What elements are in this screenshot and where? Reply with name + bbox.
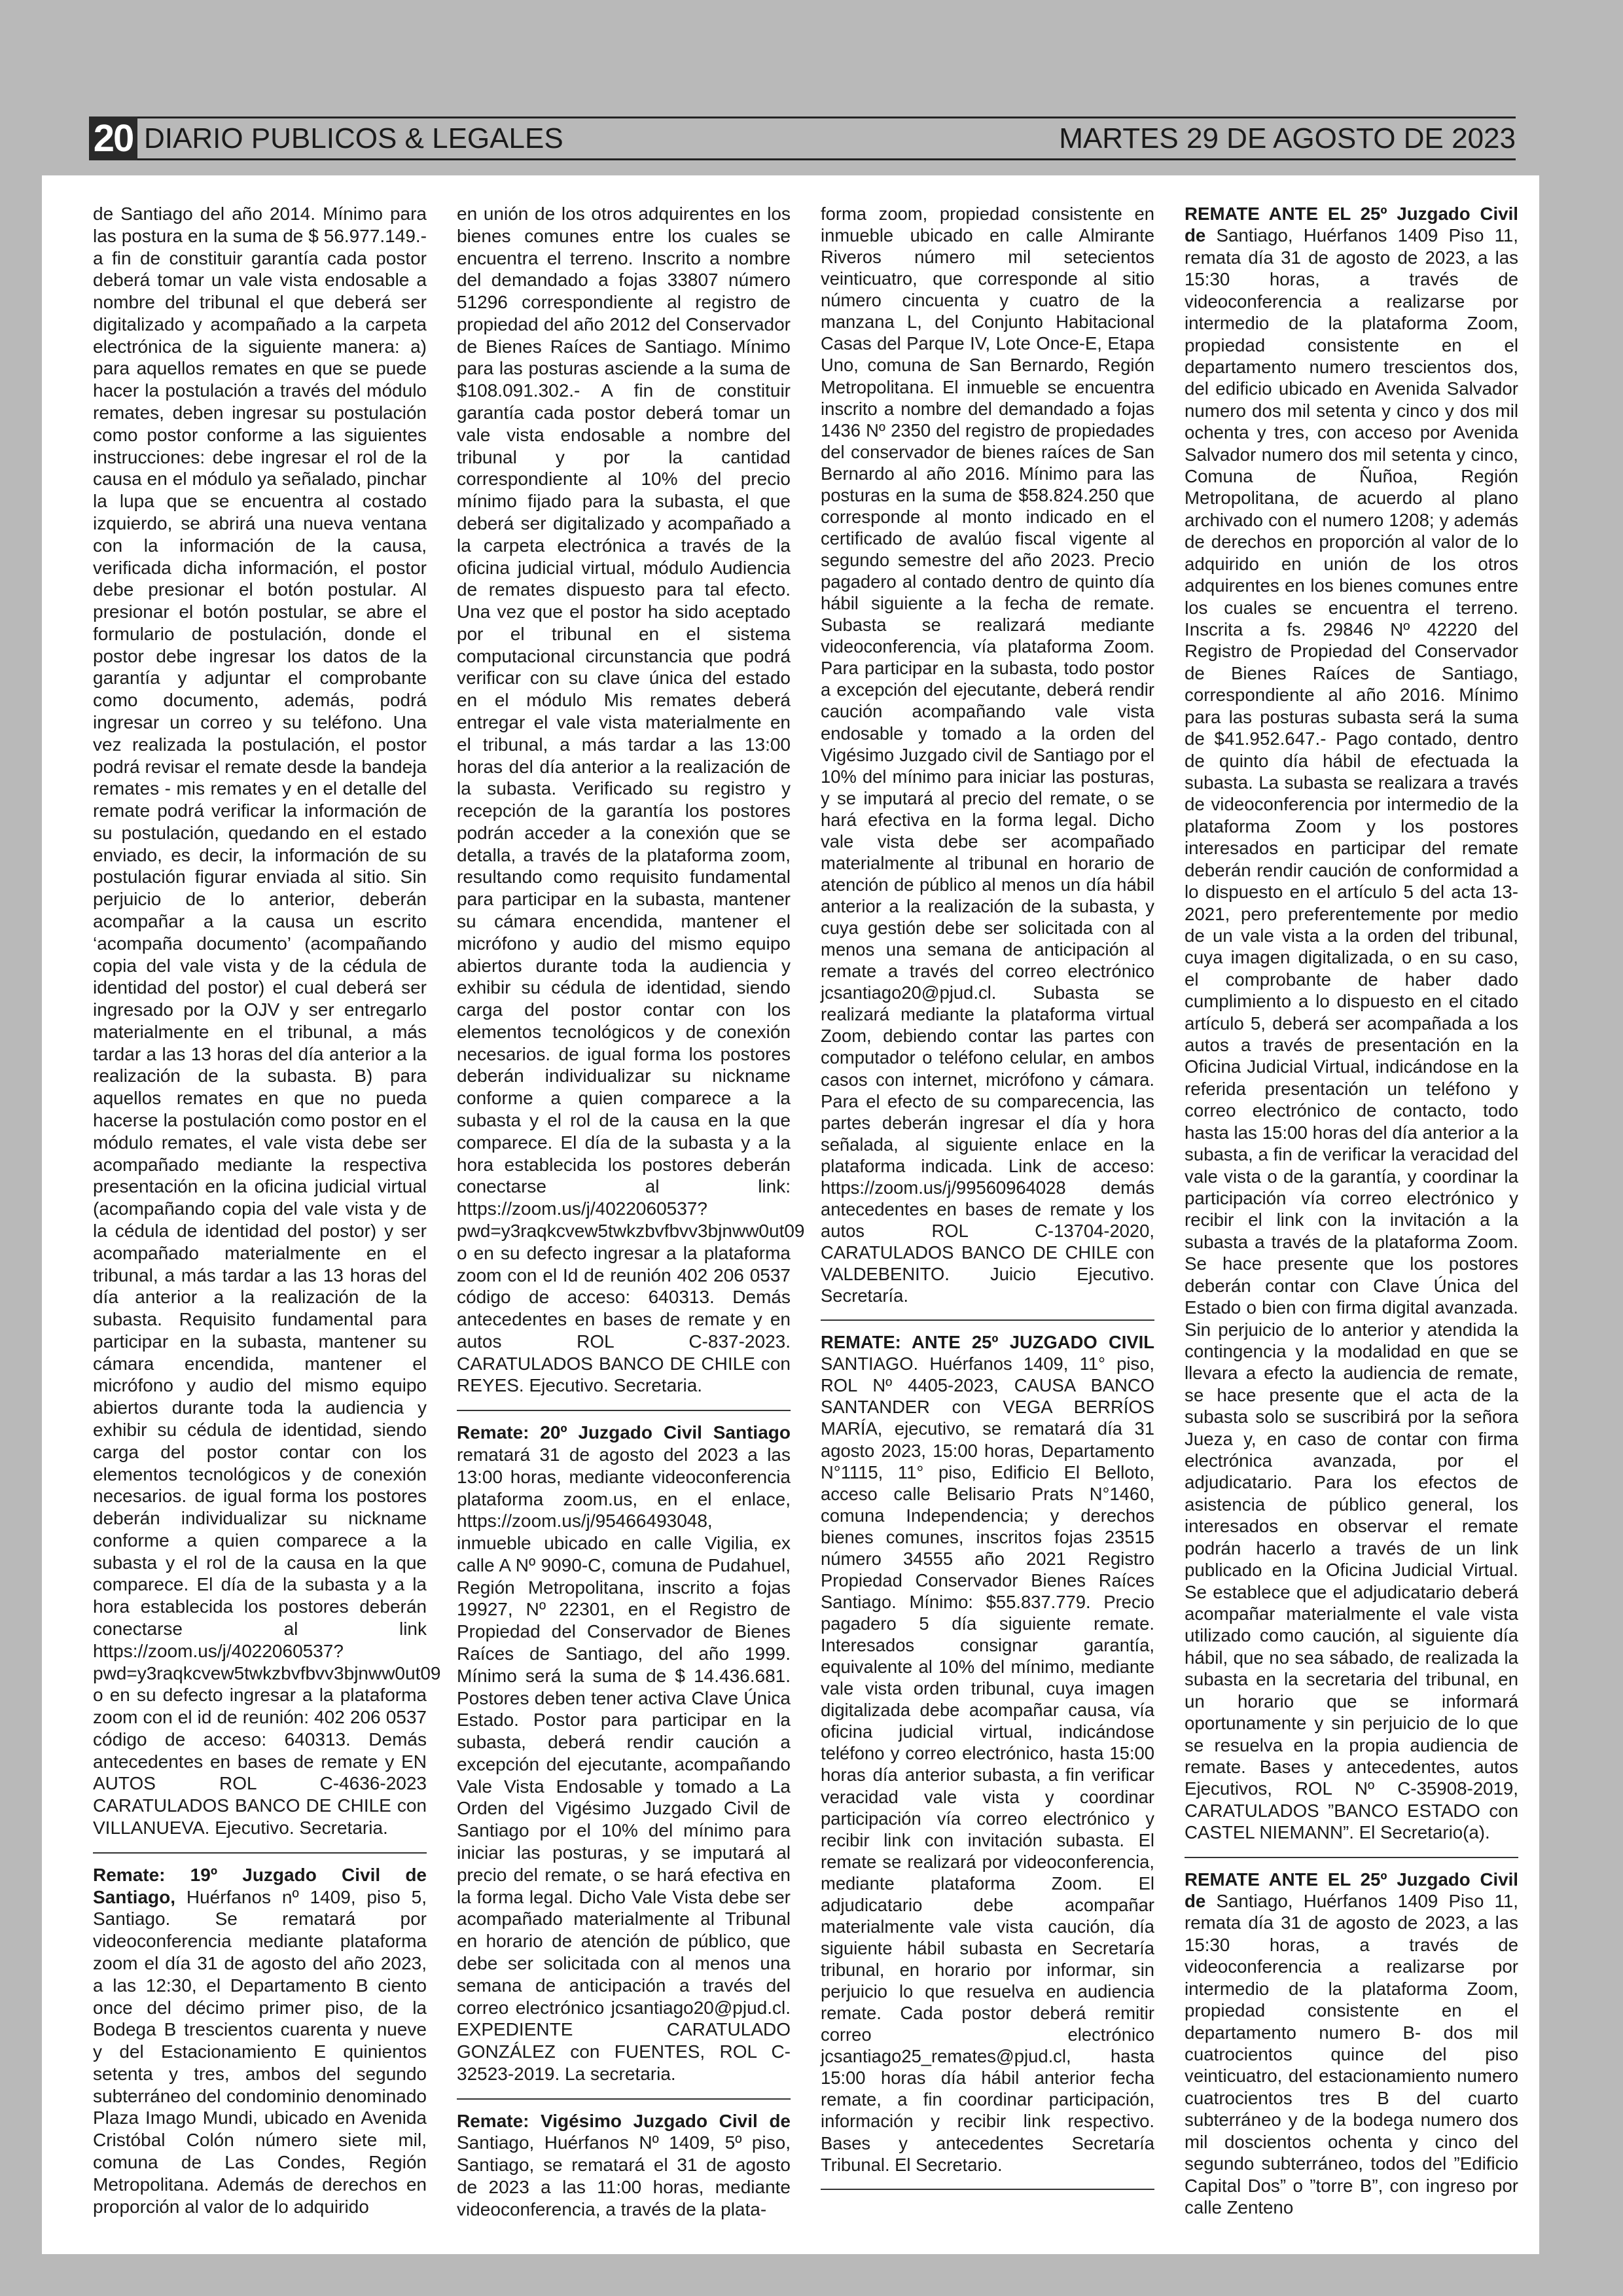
notice-heading: REMATE ANTE EL 25º Juzgado Civil de — [1185, 204, 1518, 246]
notice-text: Santiago, Huérfanos 1409 Piso 11, remata día 31 de agosto de 2023, a las 15:30 horas, a través de videoconferencia a realizarse por intermedio de la plataforma Zoom, propiedad consistente en el departamento numero B- dos mil cuatrocientos quince del piso veinticuatro, del estacionamiento numero cuatrocientos tres B del cuarto subterráneo y de la bodega numero dos mil doscientos ochenta y cinco del segundo subterráneo, todos del ”Edificio Capital Dos” o ”torre B”, con ingreso por calle Zenteno — [1185, 1891, 1518, 2217]
notice-divider — [93, 1852, 427, 1854]
notice-continuation — [93, 203, 441, 1839]
header-top-rule — [89, 117, 1516, 118]
notice-text: Santiago, Huérfanos 1409 Piso 11, remata día 31 de agosto de 2023, a las 15:30 horas, a través de videoconferencia a realizarse por intermedio de la plataforma Zoom, propiedad consistente en el departamento numero trescientos dos, del edificio ubicado en Avenida Salvador numero dos mil setenta y cinco y dos mil ochenta y tres, con acceso por Avenida Salvador numero dos mil setenta y cinco, Comuna de Ñuñoa, Región Metropolitana, de acuerdo al plano archivado con el numero 1208; y además de derechos en proporción al valor de lo adquirido en unión de los otros adquirentes en los bienes comunes entre los cuales se encuentra el terreno. Inscrita a fs. 29846 Nº 42220 del Registro de Propiedad del Conservador de Bienes Raíces de Santiago, correspondiente al año 2016. Mínimo para las posturas subasta será la suma de $41.952.647.- Pago contado, dentro de quinto día hábil de efectuada la subasta. La subasta se realizara a través de videoconferencia por intermedio de la plataforma Zoom y los postores interesados en participar del remate deberán rendir caución de conformidad a lo dispuesto en el artículo 5 del acta 13-2021, pero preferentemente por medio de un vale vista a la orden del tribunal, cuya imagen digitalizada, o en su caso, el comprobante de haber dado cumplimiento a lo dispuesto en el citado artículo 5, deberá ser acompañada a los autos a través de presentación en la Oficina Judicial Virtual, indicándose en la referida presentación un teléfono y correo electrónico de contacto, todo hasta las 15:00 horas del día anterior a la subasta, a fin de verificar la veracidad del vale vista o de la garantía, y coordinar la participación vía correo electrónico y recibir el link con la invitación a la subasta a través de la plataforma Zoom. Se hace presente que los postores deberán contar con Clave Única del Estado o bien con firma digital avanzada. Sin perjuicio de lo anterior y atendida la contingencia y la modalidad en que se llevara a efecto la audiencia de remate, se hace presente que el acta de la subasta solo se suscribirá por la señora Jueza y, en caso de contar con firma electrónica avanzada, por el adjudicatario. Para los efectos de asistencia de público general, los interesados en observar el remate podrán hacerlo a través de un link publicado en la Oficina Judicial Virtual. Se establece que el adjudicatario deberá acompañar materialmente el vale vista utilizado como caución, al siguiente día hábil, que no sea sábado, de realizada la subasta en la secretaria del tribunal, en un horario que se informará oportunamente y sin perjuicio de lo que se resuelva en la propia audiencia de remate. Bases y antecedentes, autos Ejecutivos, ROL Nº C-35908-2019, CARATULADOS ”BANCO ESTADO con CASTEL NIEMANN”. El Secretario(a). — [1185, 225, 1518, 1843]
column-1 — [93, 203, 441, 2217]
notice-continuation — [457, 203, 805, 1397]
notice — [457, 1422, 791, 2085]
notice-text: SANTIAGO. Huérfanos 1409, 11° piso, ROL Nº 4405-2023, CAUSA BANCO SANTANDER con VEGA BERRÍOS MARÍA, ejecutivo, se rematará día 31 agosto 2023, 15:00 horas, Departamento N°1115, 11° piso, Edificio El Belloto, acceso calle Belisario Prats N°1460, comuna Independencia; y derechos bienes comunes, inscritos fojas 23515 número 34555 año 2021 Registro Propiedad Conservador Bienes Raíces Santiago. Mínimo: $55.837.779. Precio pagadero 5 día siguiente remate. Interesados consignar garantía, equivalente al 10% del mínimo, mediante vale vista orden tribunal, cuya imagen digitalizada debe acompañar causa, vía oficina judicial virtual, indicándose teléfono y correo electrónico, hasta 15:00 horas día anterior subasta, a fin verificar veracidad vale vista y coordinar participación vía correo electrónico y recibir link con invitación subasta. El remate se realizará por videoconferencia, mediante plataforma Zoom. El adjudicatario debe acompañar materialmente vale vista caución, día siguiente hábil subasta en Secretaría tribunal, en horario por informar, sin perjuicio lo que resuelva en audiencia remate. Cada postor deberá remitir correo electrónico jcsantiago25_remates@pjud.cl, hasta 15:00 horas día hábil anterior fecha remate, a fin coordinar participación, información y recibir link respectivo. Bases y antecedentes Secretaría Tribunal. El Secretario. — [821, 1354, 1154, 2175]
page-number: 20 — [89, 117, 137, 160]
notice-divider — [821, 1319, 1154, 1321]
notice-divider — [1185, 1857, 1518, 1858]
notice-text: en unión de los otros adquirentes en los bienes comunes entre los cuales se encuentra el terreno. Inscrito a nombre del demandado a fojas 33807 número 51296 correspondiente al registro de propiedad del año 2012 del Conservador de Bienes Raíces de Santiago. Mínimo para las posturas asciende a la suma de $108.091.302.- A fin de constituir garantía cada postor deberá tomar un vale vista endosable a nombre del tribunal y por la cantidad correspondiente al 10% del precio mínimo fijado para la subasta, el que deberá ser digitalizado y acompañado a la carpeta electrónica a través de la oficina judicial virtual, módulo Audiencia de remates dispuesto para tal efecto. Una vez que el postor ha sido aceptado por el tribunal en el sistema computacional circunstancia que podrá verificar con su clave única del estado en el módulo Mis remates deberá entregar el vale vista materialmente en el tribunal, a más tardar a las 13:00 horas del día anterior a la realización de la subasta. Verificado su registro y recepción de la garantía los postores podrán acceder a la conexión que se detalla, a través de la plataforma zoom, resultando como requisito fundamental para participar en la subasta, mantener su cámara encendida, mantener el micrófono y audio del mismo equipo abiertos durante toda la audiencia y exhibir su cédula de identidad, siendo carga del postor contar con los elementos tecnológicos y de conexión necesarios. de igual forma los postores deberán individualizar su nickname conforme a quien comparece a la subasta y el rol de la causa en la que comparece. El día de la subasta y a la hora establecida los postores deberán conectarse al link: https://zoom.us/j/4022060537?pwd=y3raqkcvew5twkzbvfbvv3bjnww0ut09 o en su defecto ingresar a la plataforma zoom con el Id de reunión 402 206 0537 código de acceso: 640313. Demás antecedentes en bases de remate y en autos ROL C-837-2023. CARATULADOS BANCO DE CHILE con REYES. Ejecutivo. Secretaria. — [457, 204, 805, 1396]
notice — [1185, 1869, 1518, 2219]
notice — [457, 2110, 791, 2221]
notice-text: forma zoom, propiedad consistente en inmueble ubicado en calle Almirante Riveros número mil setecientos veinticuatro, que corresponde al sitio número cincuenta y cuatro de la manzana L, del Conjunto Habitacional Casas del Parque IV, Lote Once-E, Etapa Uno, comuna de San Bernardo, Región Metropolitana. El inmueble se encuentra inscrito a nombre del demandado a fojas 1436 Nº 2350 del registro de propiedades del conservador de bienes raíces de San Bernardo al año 2016. Mínimo para las posturas en la suma de $58.824.250 que corresponde al monto indicado en el certificado de avalúo fiscal vigente al segundo semestre del año 2023. Precio pagadero al contado dentro de quinto día hábil siguiente a la fecha de remate. Subasta se realizará mediante videoconferencia, vía plataforma Zoom. Para participar en la subasta, todo postor a excepción del ejecutante, deberá rendir caución acompañando vale vista endosable y tomado a la orden del Vigésimo Juzgado civil de Santiago por el 10% del mínimo para iniciar las posturas, y se imputará al precio del remate, o se hará efectiva en la forma legal. Dicho vale vista debe ser acompañado materialmente al tribunal en horario de atención de público al menos un día hábil anterior a la realización de la subasta, y cuya gestión debe ser solicitada con al menos una semana de anticipación al remate a través del correo electrónico jcsantiago20@pjud.cl. Subasta se realizará mediante la plataforma virtual Zoom, debiendo contar las partes con computador o teléfono celular, en ambos casos con internet, micrófono y cámara. Para el efecto de su comparecencia, las partes deberán ingresar el día y hora señalada, al siguiente enlace en la plataforma indicada. Link de acceso: https://zoom.us/j/99560964028 demás antecedentes en bases de remate y los autos ROL C-13704-2020, CARATULADOS BANCO DE CHILE con VALDEBENITO. Juicio Ejecutivo. Secretaría. — [821, 204, 1154, 1306]
notice-divider — [457, 2098, 791, 2100]
column-4 — [1185, 203, 1518, 2218]
notice-divider — [457, 1410, 791, 1411]
notice-divider — [821, 2189, 1154, 2190]
notice — [93, 1864, 427, 2218]
notice-text: rematará 31 de agosto del 2023 a las 13:00 horas, mediante videoconferencia plataforma zoom.us, en el enlace, https://zoom.us/j/95466493048, inmueble ubicado en calle Vigilia, ex calle A Nº 9090-C, comuna de Pudahuel, Región Metropolitana, inscrito a fojas 19927, Nº 22301, en el Registro de Propiedad del Conservador de Bienes Raíces de Santiago, del año 1999. Mínimo será la suma de $ 14.436.681. Postores deben tener activa Clave Única Estado. Postor para participar en la subasta, deberá rendir caución a excepción del ejecutante, acompañando Vale Vista Endosable y tomado a La Orden del Vigésimo Juzgado Civil de Santiago por el 10% del mínimo para iniciar las posturas, y se imputará al precio del remate, o se hará efectiva en la forma legal. Dicho Vale Vista debe ser acompañado materialmente al Tribunal en horario de atención de público, que debe ser solicitada con al menos una semana de anticipación a través del correo electrónico jcsantiago20@pjud.cl. EXPEDIENTE CARATULADO GONZÁLEZ con FUENTES, ROL C-32523-2019. La secretaria. — [457, 1444, 791, 2084]
notice-heading: Remate: Vigésimo Juzgado Civil de — [457, 2110, 791, 2131]
notice-heading: REMATE ANTE EL 25º Juzgado Civil de — [1185, 1869, 1518, 1912]
header-bottom-rule — [89, 158, 1516, 160]
issue-date: MARTES 29 DE AGOSTO DE 2023 — [1059, 122, 1516, 154]
notice-text: Santiago, Huérfanos Nº 1409, 5º piso, Santiago, se rematará el 31 de agosto de 2023 a las 11:00 horas, mediante videoconferencia, a través de la plata- — [457, 2132, 791, 2219]
notice — [1185, 203, 1518, 1844]
notice-continuation — [821, 203, 1154, 1306]
notice-text: de Santiago del año 2014. Mínimo para las postura en la suma de $ 56.977.149.- a fin de constituir garantía cada postor deberá tomar un vale vista endosable a nombre del tribunal el que deberá ser digitalizado y acompañado a la carpeta electrónica de la siguiente manera: a) para aquellos remates en que se puede hacer la postulación a través del módulo remates, deben ingresar su postulación como postor conforme a las siguientes instrucciones: debe ingresar el rol de la causa en el módulo ya señalado, pinchar la lupa que se encuentra al costado izquierdo, se abrirá una nueva ventana con la información de la causa, verificada dicha información, el postor debe presionar el botón postular. Al presionar el botón postular, se abre el formulario de postulación, donde el postor debe ingresar los datos de la garantía y adjuntar el comprobante como documento, además, podrá ingresar un correo y su teléfono. Una vez realizada la postulación, el postor podrá revisar el remate desde la bandeja remates - mis remates y en el detalle del remate podrá verificar la información de su postulación, quedando en el estado enviado, es decir, la información de su postulación figurar enviada al sitio. Sin perjuicio de lo anterior, deberán acompañar a la causa un escrito ‘acompaña documento’ (acompañando copia del vale vista y de la cédula de identidad del postor) el cual deberá ser ingresado por la OJV y ser entregarlo materialmente en el tribunal, a más tardar a las 13 horas del día anterior a la realización de la subasta. B) para aquellos remates en que no pueda hacerse la postulación como postor en el módulo remates, el vale vista debe ser acompañado mediante la respectiva presentación en la oficina judicial virtual (acompañando copia del vale vista y de la cédula de identidad del postor) y ser acompañado materialmente en el tribunal, a más tardar a las 13 horas del día anterior a la realización de la subasta. Requisito fundamental para participar en la subasta, mantener su cámara encendida, mantener el micrófono y audio del mismo equipo abiertos durante toda la audiencia y exhibir su cédula de identidad, siendo carga del postor contar con los elementos tecnológicos y de conexión necesarios. de igual forma los postores deberán individualizar su nickname conforme a quien comparece a la subasta y el rol de la causa en la que comparece. El día de la subasta y a la hora establecida los postores deberán conectarse al link https://zoom.us/j/4022060537?pwd=y3raqkcvew5twkzbvfbvv3bjnww0ut09 o en su defecto ingresar a la plataforma zoom con el id de reunión: 402 206 0537 código de acceso: 640313. Demás antecedentes en bases de remate y EN AUTOS ROL C-4636-2023 CARATULADOS BANCO DE CHILE con VILLANUEVA. Ejecutivo. Secretaria. — [93, 204, 441, 1839]
notice-heading: Remate: 20º Juzgado Civil Santiago — [457, 1422, 791, 1443]
notice-heading: REMATE: ANTE 25º JUZGADO CIVIL — [821, 1332, 1154, 1353]
notice — [821, 1331, 1154, 2175]
column-2 — [457, 203, 805, 2221]
notice-heading: Remate: 19º Juzgado Civil de Santiago, — [93, 1864, 427, 1907]
column-3 — [821, 203, 1154, 2200]
notice-text: Huérfanos nº 1409, piso 5, Santiago. Se rematará por videoconferencia mediante plataforma zoom el día 31 de agosto del año 2023, a las 12:30, el Departamento B ciento once del décimo primer piso, de la Bodega B trescientos cuarenta y nueve y del Estacionamiento E quinientos setenta y tres, ambos del segundo subterráneo del condominio denominado Plaza Imago Mundi, ubicado en Avenida Cristóbal Colón número siete mil, comuna de Las Condes, Región Metropolitana. Además de derechos en proporción al valor de lo adquirido — [93, 1886, 427, 2217]
publication-title: DIARIO PUBLICOS & LEGALES — [144, 122, 563, 154]
